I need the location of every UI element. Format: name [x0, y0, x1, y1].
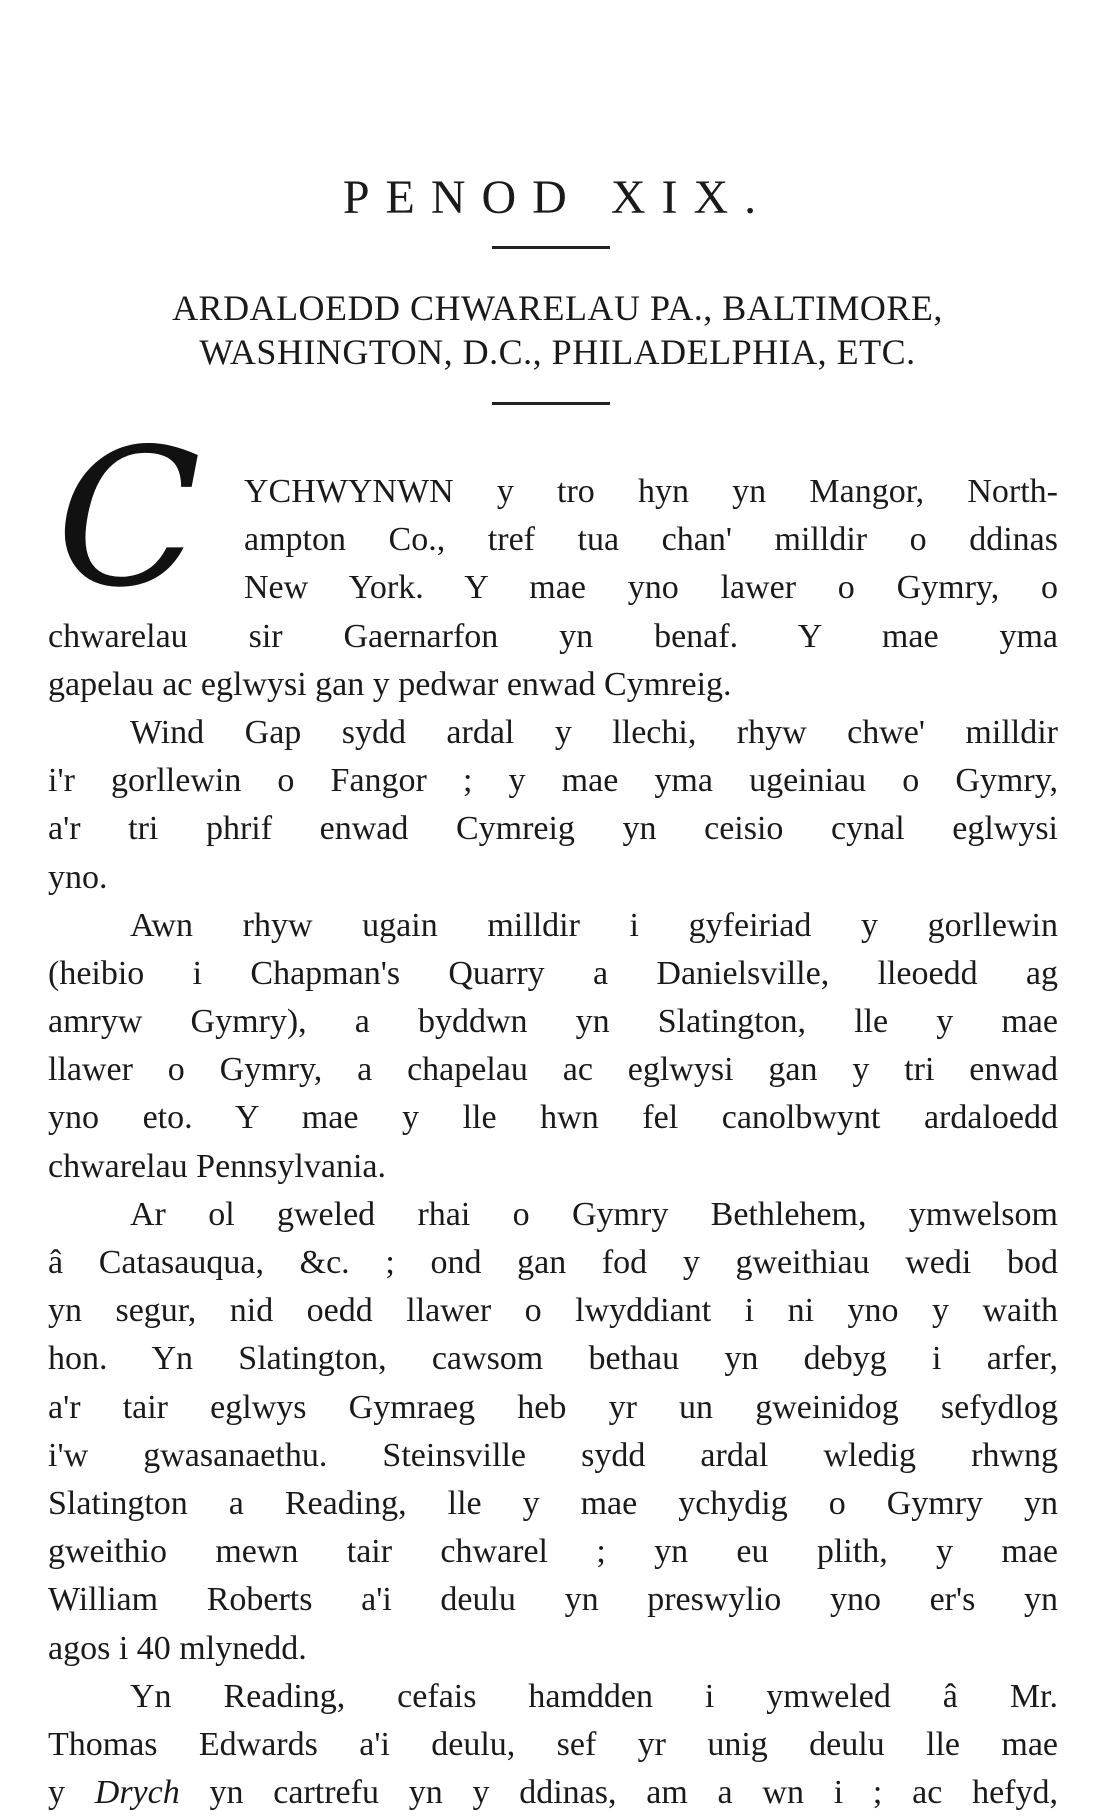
text-line: yn segur, nid oedd llawer o lwyddiant i ni yno y waith [48, 1292, 1058, 1330]
text-line: hon. Yn Slatington, cawsom bethau yn debyg i arfer, [48, 1340, 1058, 1378]
text-line: a'r tri phrif enwad Cymreig yn ceisio cynal eglwysi [48, 810, 1058, 848]
heading-line: ARDALOEDD CHWARELAU PA., BALTIMORE, [172, 288, 943, 328]
text-line: agos i 40 mlynedd. [48, 1629, 307, 1667]
text-line: i'r gorllewin o Fangor ; y mae yma ugeiniau o Gymry, [48, 762, 1058, 800]
text-line: (heibio i Chapman's Quarry a Danielsville, lleoedd ag [48, 954, 1058, 992]
chapter-heading [40, 286, 1075, 374]
text-line: amryw Gymry), a byddwn yn Slatington, lle y mae [48, 1003, 1058, 1041]
text-line: William Roberts a'i deulu yn preswylio yno er's yn [48, 1581, 1058, 1619]
text-line: chwarelau sir Gaernarfon yn benaf. Y mae yma [48, 617, 1058, 655]
divider-rule [492, 402, 610, 405]
text-line: Ar ol gweled rhai o Gymry Bethlehem, ymwelsom [130, 1195, 1058, 1233]
text-line: yno eto. Y mae y lle hwn fel canolbwynt ardaloedd [48, 1099, 1058, 1137]
text-line: Slatington a Reading, lle y mae ychydig o Gymry yn [48, 1484, 1058, 1522]
body-text [48, 468, 1058, 1817]
text-line: Wind Gap sydd ardal y llechi, rhyw chwe' milldir [130, 713, 1058, 751]
text-run: yn cartrefu yn y ddinas, am a wn i ; ac hefyd, [179, 1774, 1059, 1812]
text-line: a'r tair eglwys Gymraeg heb yr un gweinidog sefydlog [48, 1388, 1058, 1426]
heading-line: WASHINGTON, D.C., PHILADELPHIA, ETC. [199, 332, 916, 372]
text-line: i'w gwasanaethu. Steinsville sydd ardal wledig rhwng [48, 1436, 1058, 1474]
text-line: Awn rhyw ugain milldir i gyfeiriad y gorllewin [130, 906, 1058, 944]
italic-title: Drych [94, 1774, 180, 1812]
chapter-title: PENOD XIX. [342, 171, 773, 224]
text-line: yno. [48, 858, 108, 896]
text-line: ampton Co., tref tua chan' milldir o ddinas [244, 521, 1058, 559]
text-line: Yn Reading, cefais hamdden i ymweled â Mr. [130, 1677, 1058, 1715]
text-line: Thomas Edwards a'i deulu, sef yr unig deulu lle mae [48, 1725, 1058, 1763]
divider-rule [492, 246, 610, 249]
text-line: gweithio mewn tair chwarel ; yn eu plith, y mae [48, 1533, 1058, 1571]
text-line: gapelau ac eglwysi gan y pedwar enwad Cymreig. [48, 665, 732, 703]
text-run: y [48, 1774, 95, 1812]
text-line: â Catasauqua, &c. ; ond gan fod y gweithiau wedi bod [48, 1244, 1058, 1281]
text-line: YCHWYNWN y tro hyn yn Mangor, North- [244, 473, 1058, 510]
text-line: New York. Y mae yno lawer o Gymry, o [244, 569, 1058, 607]
text-line [48, 1769, 1058, 1817]
drop-cap-letter: C [56, 408, 202, 629]
text-line: chwarelau Pennsylvania. [48, 1147, 386, 1185]
text-line: llawer o Gymry, a chapelau ac eglwysi gan y tri enwad [48, 1051, 1058, 1089]
